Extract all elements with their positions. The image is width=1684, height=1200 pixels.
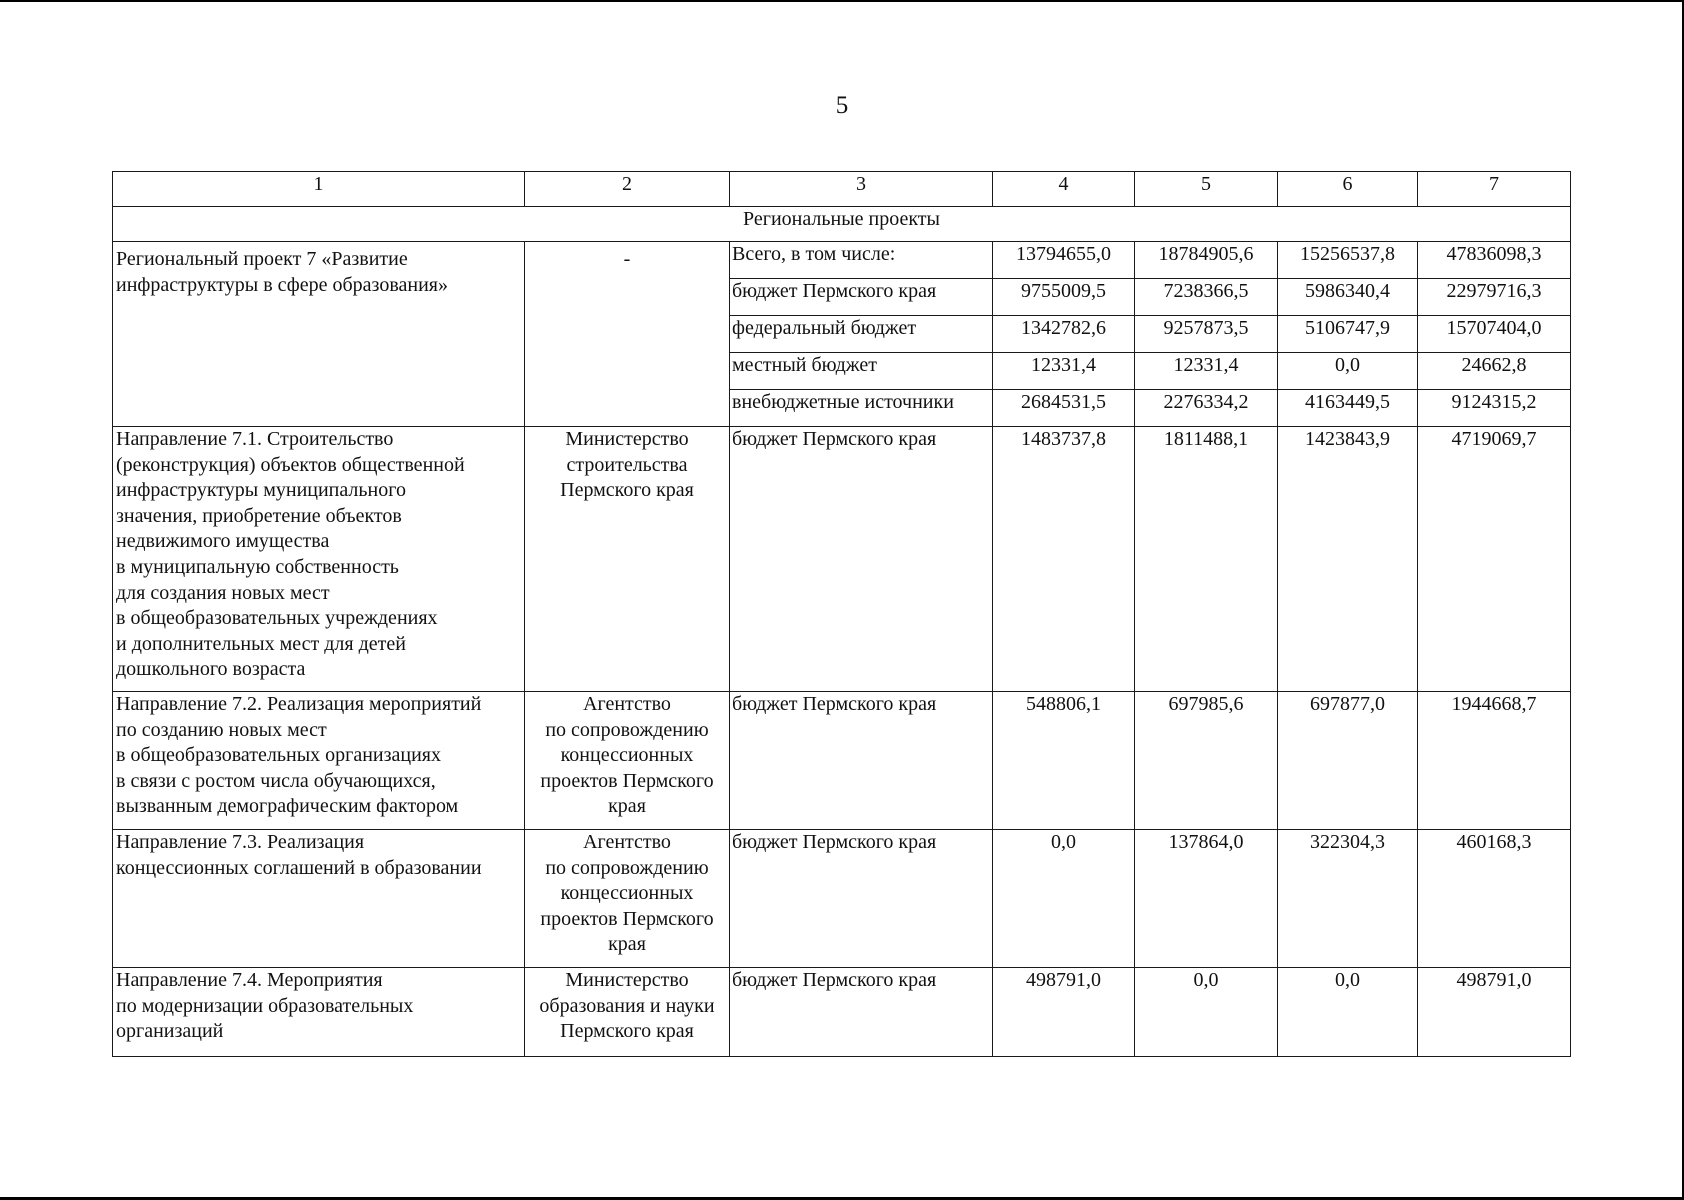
value-cell: 4719069,7 — [1418, 427, 1571, 692]
column-number: 5 — [1135, 172, 1278, 207]
value-cell: 15707404,0 — [1418, 316, 1571, 353]
value-cell: 0,0 — [993, 830, 1135, 968]
value-cell: 12331,4 — [1135, 353, 1278, 390]
value-cell: 5986340,4 — [1278, 279, 1418, 316]
scan-edge-top — [0, 0, 1684, 2]
funding-source: местный бюджет — [730, 353, 993, 390]
value-cell: 697877,0 — [1278, 692, 1418, 830]
value-cell: 12331,4 — [993, 353, 1135, 390]
section-row — [113, 207, 1571, 242]
value-cell: 18784905,6 — [1135, 242, 1278, 279]
direction-name: Направление 7.3. Реализация концессионных соглашений в образовании — [113, 830, 525, 968]
table-row — [113, 692, 1571, 830]
funding-source: бюджет Пермского края — [730, 427, 993, 692]
table-row — [113, 242, 1571, 279]
value-cell: 5106747,9 — [1278, 316, 1418, 353]
funding-source: бюджет Пермского края — [730, 968, 993, 1057]
direction-executor: Министерство образования и науки Пермского края — [525, 968, 730, 1057]
value-cell: 0,0 — [1278, 353, 1418, 390]
project-title: Региональный проект 7 «Развитие инфраструктуры в сфере образования» — [113, 242, 525, 427]
column-number: 2 — [525, 172, 730, 207]
page-number: 5 — [835, 92, 849, 119]
direction-executor: Министерство строительства Пермского края — [525, 427, 730, 692]
value-cell: 9124315,2 — [1418, 390, 1571, 427]
direction-name: Направление 7.2. Реализация мероприятий по созданию новых мест в общеобразовательных организациях в связи с ростом числа обучающихся, вызванным демографическим фактором — [113, 692, 525, 830]
funding-source: внебюджетные источники — [730, 390, 993, 427]
funding-source: бюджет Пермского края — [730, 279, 993, 316]
table-row — [113, 427, 1571, 692]
value-cell: 137864,0 — [1135, 830, 1278, 968]
direction-executor: Агентство по сопровождению концессионных проектов Пермского края — [525, 692, 730, 830]
column-number: 3 — [730, 172, 993, 207]
funding-source: федеральный бюджет — [730, 316, 993, 353]
column-number: 4 — [993, 172, 1135, 207]
direction-name: Направление 7.4. Мероприятия по модернизации образовательных организаций — [113, 968, 525, 1057]
table-row — [113, 830, 1571, 968]
project-executor: - — [525, 242, 730, 427]
column-number: 7 — [1418, 172, 1571, 207]
value-cell: 0,0 — [1135, 968, 1278, 1057]
value-cell: 47836098,3 — [1418, 242, 1571, 279]
value-cell: 22979716,3 — [1418, 279, 1571, 316]
value-cell: 1342782,6 — [993, 316, 1135, 353]
section-title: Региональные проекты — [113, 207, 1571, 242]
direction-name: Направление 7.1. Строительство (реконструкция) объектов общественной инфраструктуры муниципального значения, приобретение объектов недвижимого имущества в муниципальную собственность для создания новых мест в общеобразовательных учреждениях и дополнительных мест для детей дошкольного возраста — [113, 427, 525, 692]
value-cell: 2684531,5 — [993, 390, 1135, 427]
column-number-row — [113, 172, 1571, 207]
funding-source: Всего, в том числе: — [730, 242, 993, 279]
funding-source: бюджет Пермского края — [730, 692, 993, 830]
value-cell: 9755009,5 — [993, 279, 1135, 316]
value-cell: 4163449,5 — [1278, 390, 1418, 427]
value-cell: 548806,1 — [993, 692, 1135, 830]
value-cell: 9257873,5 — [1135, 316, 1278, 353]
value-cell: 460168,3 — [1418, 830, 1571, 968]
value-cell: 498791,0 — [1418, 968, 1571, 1057]
value-cell: 1423843,9 — [1278, 427, 1418, 692]
value-cell: 322304,3 — [1278, 830, 1418, 968]
budget-table — [112, 171, 1571, 1057]
funding-source: бюджет Пермского края — [730, 830, 993, 968]
value-cell: 24662,8 — [1418, 353, 1571, 390]
value-cell: 1944668,7 — [1418, 692, 1571, 830]
value-cell: 0,0 — [1278, 968, 1418, 1057]
value-cell: 697985,6 — [1135, 692, 1278, 830]
value-cell: 1483737,8 — [993, 427, 1135, 692]
direction-executor: Агентство по сопровождению концессионных проектов Пермского края — [525, 830, 730, 968]
value-cell: 13794655,0 — [993, 242, 1135, 279]
column-number: 6 — [1278, 172, 1418, 207]
value-cell: 2276334,2 — [1135, 390, 1278, 427]
column-number: 1 — [113, 172, 525, 207]
value-cell: 15256537,8 — [1278, 242, 1418, 279]
value-cell: 7238366,5 — [1135, 279, 1278, 316]
table-row — [113, 968, 1571, 1057]
value-cell: 498791,0 — [993, 968, 1135, 1057]
value-cell: 1811488,1 — [1135, 427, 1278, 692]
